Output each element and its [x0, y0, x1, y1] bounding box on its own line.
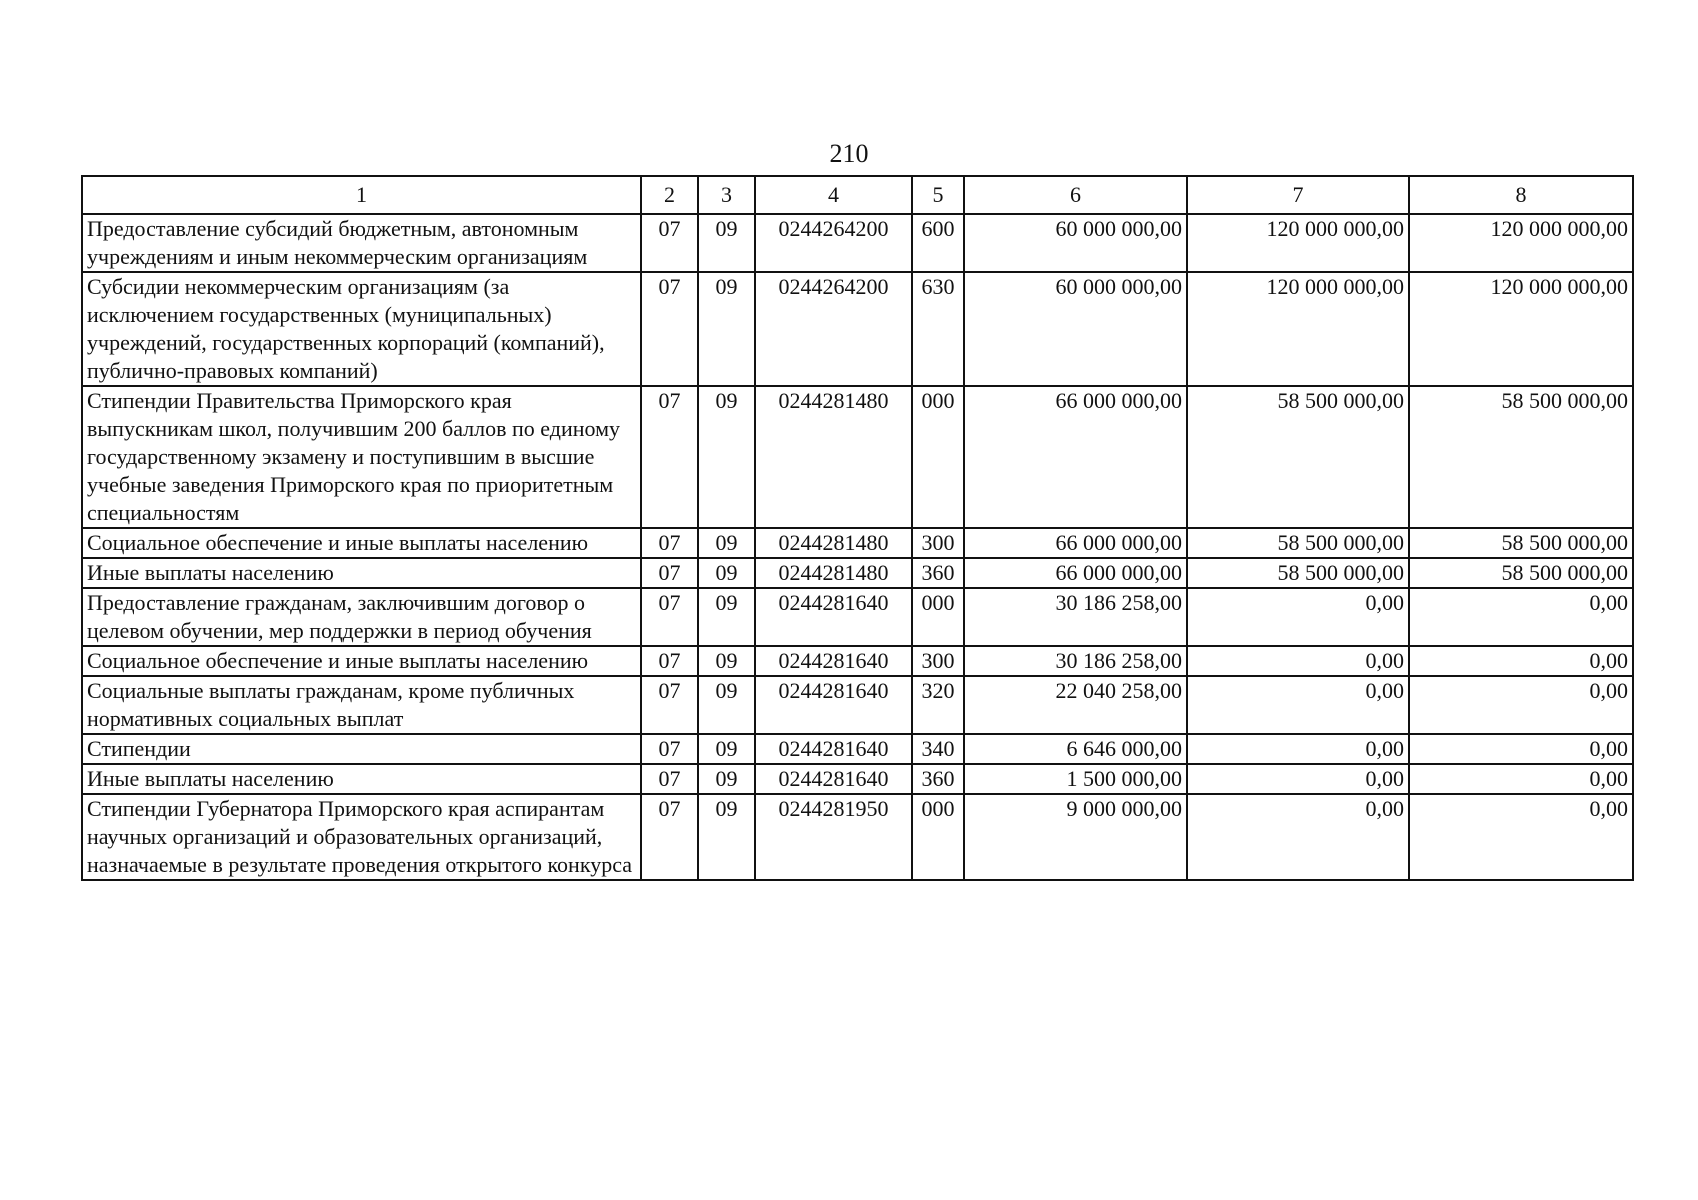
table-row — [82, 272, 1633, 386]
amount-col-7: 120 000 000,00 — [1187, 214, 1409, 272]
amount-col-6: 30 186 258,00 — [964, 646, 1187, 676]
target-article-code: 0244281640 — [755, 734, 912, 764]
amount-col-7: 0,00 — [1187, 588, 1409, 646]
section-code: 07 — [641, 272, 698, 386]
section-code: 07 — [641, 558, 698, 588]
section-code: 07 — [641, 528, 698, 558]
amount-col-7: 0,00 — [1187, 794, 1409, 880]
item-description: Стипендии Губернатора Приморского края аспирантам научных организаций и образовательных организаций, назначаемые в результате проведения открытого конкурса — [82, 794, 641, 880]
table-row — [82, 558, 1633, 588]
table-row — [82, 676, 1633, 734]
amount-col-8: 58 500 000,00 — [1409, 528, 1633, 558]
target-article-code: 0244281950 — [755, 794, 912, 880]
amount-col-6: 6 646 000,00 — [964, 734, 1187, 764]
expense-type-code: 000 — [912, 794, 964, 880]
table-row — [82, 734, 1633, 764]
subsection-code: 09 — [698, 214, 755, 272]
amount-col-6: 66 000 000,00 — [964, 528, 1187, 558]
subsection-code: 09 — [698, 386, 755, 528]
target-article-code: 0244281480 — [755, 528, 912, 558]
table-row — [82, 528, 1633, 558]
item-description: Предоставление субсидий бюджетным, автономным учреждениям и иным некоммерческим организациям — [82, 214, 641, 272]
section-code: 07 — [641, 794, 698, 880]
amount-col-6: 30 186 258,00 — [964, 588, 1187, 646]
item-description: Социальное обеспечение и иные выплаты населению — [82, 646, 641, 676]
section-code: 07 — [641, 646, 698, 676]
column-header: 7 — [1187, 176, 1409, 214]
amount-col-7: 58 500 000,00 — [1187, 528, 1409, 558]
amount-col-7: 120 000 000,00 — [1187, 272, 1409, 386]
subsection-code: 09 — [698, 734, 755, 764]
table-row — [82, 214, 1633, 272]
expense-type-code: 000 — [912, 386, 964, 528]
expense-type-code: 320 — [912, 676, 964, 734]
amount-col-8: 58 500 000,00 — [1409, 386, 1633, 528]
target-article-code: 0244281640 — [755, 676, 912, 734]
table-row — [82, 646, 1633, 676]
expense-type-code: 600 — [912, 214, 964, 272]
target-article-code: 0244281640 — [755, 764, 912, 794]
expense-type-code: 630 — [912, 272, 964, 386]
amount-col-8: 120 000 000,00 — [1409, 214, 1633, 272]
amount-col-6: 66 000 000,00 — [964, 386, 1187, 528]
target-article-code: 0244281640 — [755, 588, 912, 646]
item-description: Иные выплаты населению — [82, 558, 641, 588]
subsection-code: 09 — [698, 272, 755, 386]
column-header: 8 — [1409, 176, 1633, 214]
section-code: 07 — [641, 764, 698, 794]
amount-col-8: 0,00 — [1409, 646, 1633, 676]
expense-type-code: 000 — [912, 588, 964, 646]
subsection-code: 09 — [698, 588, 755, 646]
subsection-code: 09 — [698, 764, 755, 794]
target-article-code: 0244281480 — [755, 386, 912, 528]
item-description: Стипендии — [82, 734, 641, 764]
amount-col-6: 22 040 258,00 — [964, 676, 1187, 734]
amount-col-8: 0,00 — [1409, 588, 1633, 646]
target-article-code: 0244281480 — [755, 558, 912, 588]
expense-type-code: 360 — [912, 764, 964, 794]
amount-col-6: 66 000 000,00 — [964, 558, 1187, 588]
column-header: 3 — [698, 176, 755, 214]
amount-col-8: 0,00 — [1409, 676, 1633, 734]
expense-type-code: 300 — [912, 646, 964, 676]
subsection-code: 09 — [698, 646, 755, 676]
subsection-code: 09 — [698, 528, 755, 558]
column-header: 6 — [964, 176, 1187, 214]
target-article-code: 0244264200 — [755, 214, 912, 272]
section-code: 07 — [641, 676, 698, 734]
subsection-code: 09 — [698, 558, 755, 588]
item-description: Иные выплаты населению — [82, 764, 641, 794]
item-description: Социальные выплаты гражданам, кроме публичных нормативных социальных выплат — [82, 676, 641, 734]
column-header: 2 — [641, 176, 698, 214]
header-row — [82, 176, 1633, 214]
amount-col-7: 0,00 — [1187, 646, 1409, 676]
amount-col-6: 60 000 000,00 — [964, 214, 1187, 272]
budget-table — [81, 175, 1634, 881]
subsection-code: 09 — [698, 676, 755, 734]
item-description: Предоставление гражданам, заключившим договор о целевом обучении, мер поддержки в период обучения — [82, 588, 641, 646]
expense-type-code: 360 — [912, 558, 964, 588]
section-code: 07 — [641, 734, 698, 764]
table-row — [82, 386, 1633, 528]
item-description: Стипендии Правительства Приморского края выпускникам школ, получившим 200 баллов по единому государственному экзамену и поступившим в высшие учебные заведения Приморского края по приоритетным специальностям — [82, 386, 641, 528]
amount-col-7: 58 500 000,00 — [1187, 558, 1409, 588]
target-article-code: 0244281640 — [755, 646, 912, 676]
item-description: Социальное обеспечение и иные выплаты населению — [82, 528, 641, 558]
page-number: 210 — [829, 139, 869, 168]
table-row — [82, 588, 1633, 646]
section-code: 07 — [641, 588, 698, 646]
item-description: Субсидии некоммерческим организациям (за исключением государственных (муниципальных) учреждений, государственных корпораций (компаний), публично-правовых компаний) — [82, 272, 641, 386]
column-header: 4 — [755, 176, 912, 214]
amount-col-7: 0,00 — [1187, 764, 1409, 794]
amount-col-8: 0,00 — [1409, 764, 1633, 794]
expense-type-code: 340 — [912, 734, 964, 764]
table-row — [82, 794, 1633, 880]
amount-col-8: 0,00 — [1409, 734, 1633, 764]
amount-col-7: 0,00 — [1187, 676, 1409, 734]
table-row — [82, 764, 1633, 794]
expense-type-code: 300 — [912, 528, 964, 558]
subsection-code: 09 — [698, 794, 755, 880]
amount-col-8: 0,00 — [1409, 794, 1633, 880]
amount-col-6: 60 000 000,00 — [964, 272, 1187, 386]
amount-col-7: 58 500 000,00 — [1187, 386, 1409, 528]
column-header: 1 — [82, 176, 641, 214]
amount-col-6: 9 000 000,00 — [964, 794, 1187, 880]
section-code: 07 — [641, 386, 698, 528]
amount-col-7: 0,00 — [1187, 734, 1409, 764]
amount-col-6: 1 500 000,00 — [964, 764, 1187, 794]
amount-col-8: 58 500 000,00 — [1409, 558, 1633, 588]
amount-col-8: 120 000 000,00 — [1409, 272, 1633, 386]
column-header: 5 — [912, 176, 964, 214]
target-article-code: 0244264200 — [755, 272, 912, 386]
section-code: 07 — [641, 214, 698, 272]
